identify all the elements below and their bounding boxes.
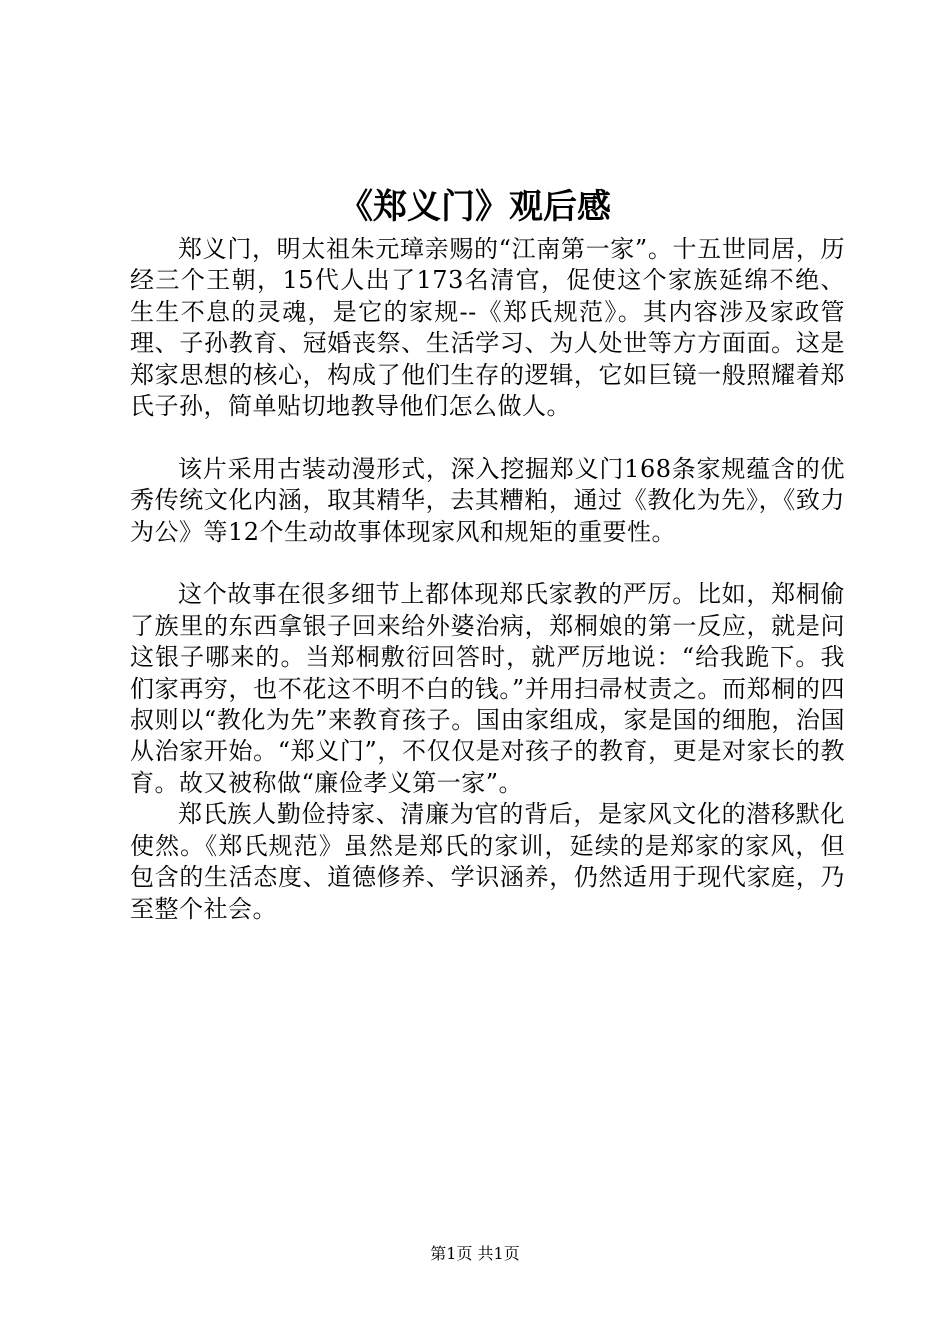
document-title: 《郑义门》观后感 — [339, 187, 611, 227]
paragraph-1: 郑义门，明太祖朱元璋亲赐的“江南第一家”。十五世同居，历经三个王朝，15代人出了173名清官，促使这个家族延绵不绝、生生不息的灵魂，是它的家规--《郑氏规范》。其内容涉及家政管理、子孙教育、冠婚丧祭、生活学习、为人处世等方方面面。这是郑家思想的核心，构成了他们生存的逻辑，它如巨镜一般照耀着郑氏子孙，简单贴切地教导他们怎么做人。 — [130, 235, 845, 421]
paragraph-spacer — [130, 422, 845, 453]
paragraph-spacer — [130, 548, 845, 579]
page-footer: 第1页 共1页 — [430, 1244, 520, 1263]
document-body — [130, 234, 845, 925]
paragraph-4: 郑氏族人勤俭持家、清廉为官的背后，是家风文化的潜移默化使然。《郑氏规范》虽然是郑氏的家训，延续的是郑家的家风，但包含的生活态度、道德修养、学识涵养，仍然适用于现代家庭，乃至整个社会。 — [130, 800, 845, 923]
paragraph-2: 该片采用古装动漫形式，深入挖掘郑义门168条家规蕴含的优秀传统文化内涵，取其精华，去其糟粕，通过《教化为先》，《致力为公》等12个生动故事体现家风和规矩的重要性。 — [130, 454, 845, 546]
paragraph-3: 这个故事在很多细节上都体现郑氏家教的严厉。比如，郑桐偷了族里的东西拿银子回来给外婆治病，郑桐娘的第一反应，就是问这银子哪来的。当郑桐敷衍回答时，就严厉地说：“给我跪下。我们家再穷，也不花这不明不白的钱。”并用扫帚杖责之。而郑桐的四叔则以“教化为先”来教育孩子。国由家组成，家是国的细胞，治国从治家开始。“郑义门”，不仅仅是对孩子的教育，更是对家长的教育。故又被称做“廉俭孝义第一家”。 — [130, 580, 845, 797]
